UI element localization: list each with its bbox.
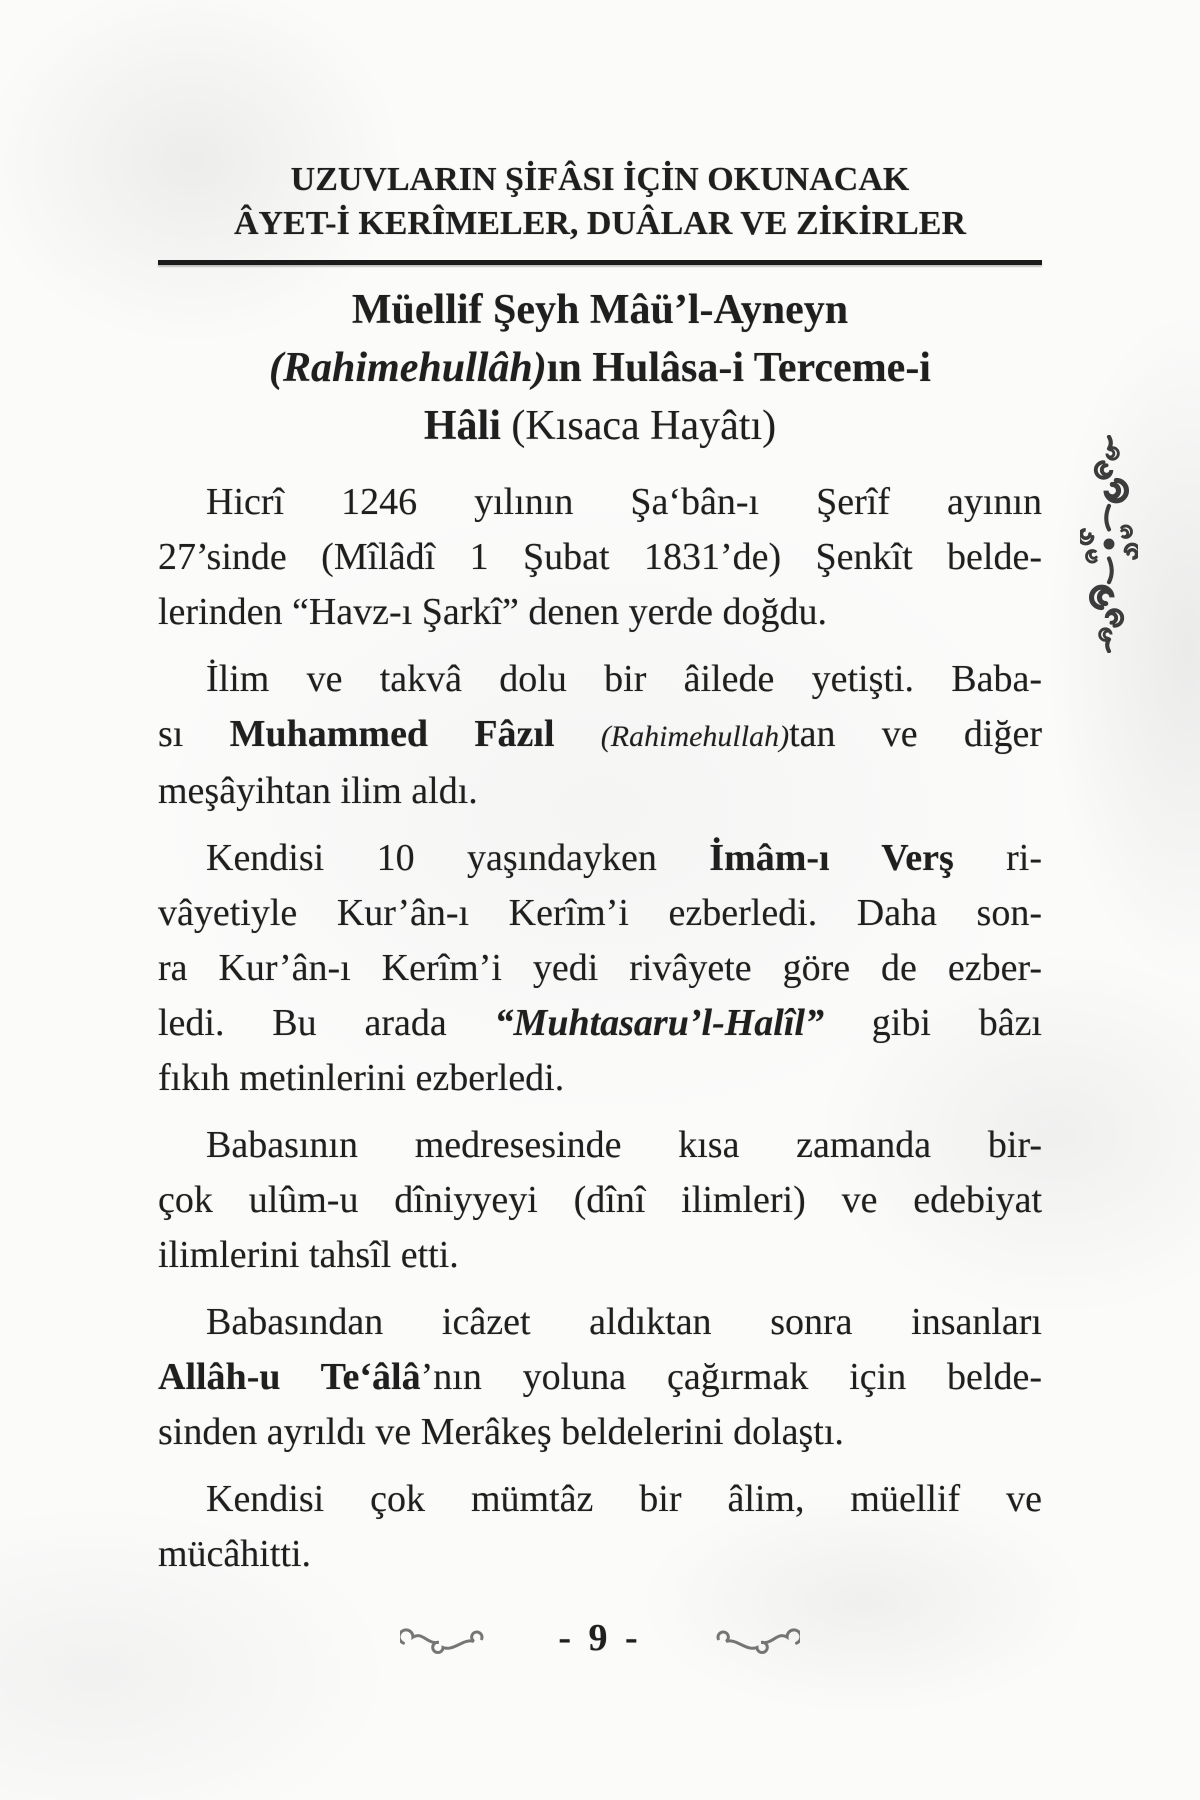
calligraphic-flourish-right <box>714 1618 800 1658</box>
text-line <box>158 1405 1042 1460</box>
text-run: tan ve diğer <box>789 713 1042 755</box>
text-line <box>158 475 1042 530</box>
chapter-header <box>158 158 1042 246</box>
text-run: sı <box>158 713 230 755</box>
text-line <box>158 996 1042 1051</box>
paragraph <box>158 1118 1042 1283</box>
text-run: ri- <box>953 837 1042 879</box>
text-run: Kendisi 10 yaşındayken <box>206 837 710 879</box>
paragraph <box>158 652 1042 819</box>
text-run: mücâhitti. <box>158 1533 312 1575</box>
paragraph <box>158 475 1042 640</box>
text-run: gibi bâzı <box>823 1002 1042 1044</box>
text-run: İlim ve takvâ dolu bir âilede yetişti. Baba- <box>206 658 1042 700</box>
text-run: çok ulûm-u dîniyyeyi (dînî ilimleri) ve edebiyat <box>158 1179 1042 1221</box>
text-run: sinden ayrıldı ve Merâkeş beldelerini dolaştı. <box>158 1411 844 1453</box>
section-title-text: Müellif Şeyh Mâü’l-Ayneyn <box>351 287 849 333</box>
text-line <box>158 764 1042 819</box>
chapter-header-line1: UZUVLARIN ŞİFÂSI İÇİN OKUNACAK <box>290 161 910 198</box>
text-line <box>158 1295 1042 1350</box>
text-run: meşâyihtan ilim aldı. <box>158 770 478 812</box>
paragraph <box>158 1472 1042 1582</box>
text-run: ledi. Bu arada <box>158 1002 495 1044</box>
text-line <box>158 530 1042 585</box>
paragraphs <box>158 475 1042 1582</box>
text-run: “Muhtasaru’l-Halîl” <box>494 1002 824 1044</box>
text-line <box>158 886 1042 941</box>
text-run: Babasının medresesinde kısa zamanda bir- <box>206 1124 1042 1166</box>
header-rule <box>158 260 1042 265</box>
section-title-text: ın Hulâsa-i Terceme-i <box>546 345 931 391</box>
text-run: Allâh-u Te‘âlâ <box>158 1356 421 1398</box>
paragraph <box>158 831 1042 1106</box>
text-line <box>158 1051 1042 1106</box>
section-subtitle-text: (Kısaca Hayâtı) <box>500 403 777 449</box>
text-line <box>158 707 1042 764</box>
paragraph <box>158 1295 1042 1460</box>
text-run: 27’sinde (Mîlâdî 1 Şubat 1831’de) Şenkît belde- <box>158 536 1042 578</box>
text-run: ra Kur’ân-ı Kerîm’i yedi rivâyete göre de ezber- <box>158 947 1042 989</box>
section-title <box>158 281 1042 455</box>
text-run: lerinden “Havz-ı Şarkî” denen yerde doğdu. <box>158 591 827 633</box>
text-run: ’nın yoluna çağırmak için belde- <box>420 1356 1043 1398</box>
text-run: vâyetiyle Kur’ân-ı Kerîm’i ezberledi. Daha son- <box>158 892 1042 934</box>
calligraphic-flourish-left <box>400 1618 486 1658</box>
section-title-line2 <box>158 339 1042 397</box>
text-line <box>158 652 1042 707</box>
chapter-header-line2: ÂYET-İ KERÎMELER, DUÂLAR VE ZİKİRLER <box>233 205 967 242</box>
page-footer <box>158 1616 1042 1660</box>
text-line <box>158 1228 1042 1283</box>
section-title-line1 <box>158 281 1042 339</box>
text-line <box>158 1173 1042 1228</box>
text-run <box>555 713 601 755</box>
rahimehullah-text: (Rahimehullâh) <box>269 345 547 391</box>
text-run: Hicrî 1246 yılının Şa‘bân-ı Şerîf ayının <box>206 481 1042 523</box>
text-run: İmâm-ı Verş <box>709 837 954 879</box>
text-line <box>158 1118 1042 1173</box>
text-line <box>158 585 1042 640</box>
text-line <box>158 1472 1042 1527</box>
text-run: Kendisi çok mümtâz bir âlim, müellif ve <box>206 1478 1042 1520</box>
text-line <box>158 941 1042 996</box>
text-run: Babasından icâzet aldıktan sonra insanları <box>206 1301 1042 1343</box>
text-run: ilimlerini tahsîl etti. <box>158 1234 459 1276</box>
section-title-text: Hâli <box>423 403 501 449</box>
text-run: fıkıh metinlerini ezberledi. <box>158 1057 565 1099</box>
floral-scroll-ornament <box>1080 435 1138 653</box>
page-content <box>158 158 1042 1582</box>
text-line <box>158 1527 1042 1582</box>
text-run: (Rahimehullah) <box>600 720 790 753</box>
text-run: Muhammed Fâzıl <box>229 713 555 755</box>
text-line <box>158 1350 1042 1405</box>
section-title-line3 <box>158 397 1042 455</box>
text-line <box>158 831 1042 886</box>
page-number: - 9 - <box>558 1617 642 1659</box>
